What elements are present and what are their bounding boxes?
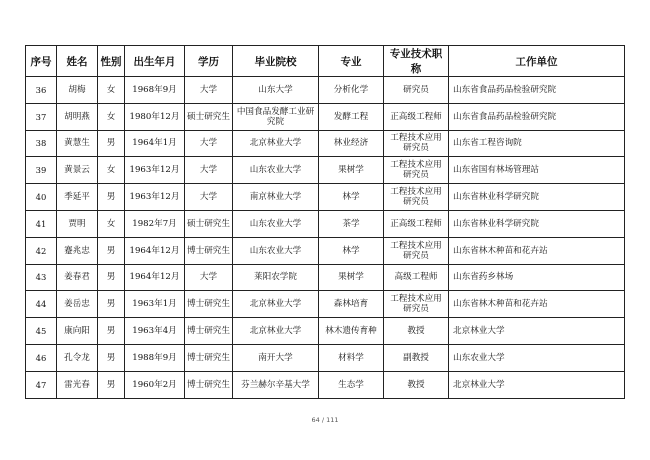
- cell-major: 生态学: [319, 371, 384, 398]
- cell-gender: 男: [98, 184, 125, 211]
- cell-education: 博士研究生: [185, 344, 233, 371]
- cell-work-unit: 山东省食品药品检验研究院: [449, 103, 625, 130]
- cell-technical-title: 正高级工程师: [384, 103, 449, 130]
- cell-seq-no: 36: [26, 77, 57, 104]
- cell-seq-no: 42: [26, 237, 57, 264]
- cell-gender: 男: [98, 344, 125, 371]
- personnel-table: [25, 45, 625, 399]
- cell-birth-date: 1963年12月: [125, 184, 185, 211]
- column-header-birth-date: 出生年月: [125, 46, 185, 77]
- cell-major: 茶学: [319, 210, 384, 237]
- cell-work-unit: 山东省食品药品检验研究院: [449, 77, 625, 104]
- cell-education: 硕士研究生: [185, 103, 233, 130]
- table-row: [26, 291, 625, 318]
- header-row: [26, 46, 625, 77]
- cell-work-unit: 北京林业大学: [449, 318, 625, 345]
- cell-birth-date: 1964年1月: [125, 130, 185, 157]
- cell-major: 林木遗传育种: [319, 318, 384, 345]
- cell-birth-date: 1963年12月: [125, 157, 185, 184]
- cell-birth-date: 1963年4月: [125, 318, 185, 345]
- cell-technical-title: 副教授: [384, 344, 449, 371]
- cell-name: 姜春君: [57, 264, 98, 291]
- cell-graduate-school: 山东农业大学: [233, 237, 319, 264]
- cell-seq-no: 44: [26, 291, 57, 318]
- cell-education: 大学: [185, 184, 233, 211]
- cell-gender: 男: [98, 318, 125, 345]
- cell-education: 博士研究生: [185, 318, 233, 345]
- cell-gender: 女: [98, 210, 125, 237]
- cell-major: 森林培育: [319, 291, 384, 318]
- cell-education: 硕士研究生: [185, 210, 233, 237]
- cell-major: 材料学: [319, 344, 384, 371]
- cell-graduate-school: 北京林业大学: [233, 291, 319, 318]
- cell-technical-title: 工程技术应用研究员: [384, 291, 449, 318]
- cell-technical-title: 工程技术应用研究员: [384, 237, 449, 264]
- cell-work-unit: 山东省国有林场管理站: [449, 157, 625, 184]
- cell-graduate-school: 山东农业大学: [233, 157, 319, 184]
- cell-technical-title: 教授: [384, 371, 449, 398]
- cell-gender: 男: [98, 130, 125, 157]
- cell-graduate-school: 北京林业大学: [233, 318, 319, 345]
- table-row: [26, 264, 625, 291]
- cell-name: 姜岳忠: [57, 291, 98, 318]
- cell-graduate-school: 南京林业大学: [233, 184, 319, 211]
- column-header-graduate-school: 毕业院校: [233, 46, 319, 77]
- cell-seq-no: 45: [26, 318, 57, 345]
- cell-birth-date: 1980年12月: [125, 103, 185, 130]
- cell-name: 胡梅: [57, 77, 98, 104]
- cell-major: 林学: [319, 184, 384, 211]
- cell-seq-no: 38: [26, 130, 57, 157]
- cell-seq-no: 39: [26, 157, 57, 184]
- table-row: [26, 130, 625, 157]
- table-row: [26, 318, 625, 345]
- table-row: [26, 184, 625, 211]
- column-header-gender: 性别: [98, 46, 125, 77]
- cell-seq-no: 46: [26, 344, 57, 371]
- cell-technical-title: 教授: [384, 318, 449, 345]
- cell-birth-date: 1964年12月: [125, 237, 185, 264]
- cell-gender: 男: [98, 291, 125, 318]
- table-row: [26, 237, 625, 264]
- cell-seq-no: 40: [26, 184, 57, 211]
- cell-graduate-school: 南开大学: [233, 344, 319, 371]
- cell-name: 康向阳: [57, 318, 98, 345]
- cell-birth-date: 1960年2月: [125, 371, 185, 398]
- column-header-work-unit: 工作单位: [449, 46, 625, 77]
- cell-name: 黄慧生: [57, 130, 98, 157]
- cell-major: 林业经济: [319, 130, 384, 157]
- cell-name: 胡明燕: [57, 103, 98, 130]
- table-row: [26, 344, 625, 371]
- cell-seq-no: 37: [26, 103, 57, 130]
- column-header-seq-no: 序号: [26, 46, 57, 77]
- cell-major: 林学: [319, 237, 384, 264]
- cell-education: 博士研究生: [185, 291, 233, 318]
- cell-name: 蹇兆忠: [57, 237, 98, 264]
- cell-major: 果树学: [319, 264, 384, 291]
- cell-work-unit: 山东省工程咨询院: [449, 130, 625, 157]
- cell-gender: 女: [98, 157, 125, 184]
- column-header-major: 专业: [319, 46, 384, 77]
- cell-graduate-school: 莱阳农学院: [233, 264, 319, 291]
- cell-birth-date: 1963年1月: [125, 291, 185, 318]
- table-body: [26, 77, 625, 399]
- cell-name: 雷光春: [57, 371, 98, 398]
- cell-education: 博士研究生: [185, 371, 233, 398]
- column-header-education: 学历: [185, 46, 233, 77]
- cell-graduate-school: 中国食品发酵工业研究院: [233, 103, 319, 130]
- cell-technical-title: 工程技术应用研究员: [384, 157, 449, 184]
- table-row: [26, 103, 625, 130]
- cell-seq-no: 43: [26, 264, 57, 291]
- cell-graduate-school: 北京林业大学: [233, 130, 319, 157]
- cell-gender: 女: [98, 103, 125, 130]
- cell-work-unit: 北京林业大学: [449, 371, 625, 398]
- column-header-technical-title: 专业技术职称: [384, 46, 449, 77]
- cell-education: 大学: [185, 264, 233, 291]
- cell-education: 大学: [185, 157, 233, 184]
- cell-technical-title: 高级工程师: [384, 264, 449, 291]
- table-row: [26, 371, 625, 398]
- cell-graduate-school: 山东农业大学: [233, 210, 319, 237]
- cell-technical-title: 研究员: [384, 77, 449, 104]
- cell-seq-no: 47: [26, 371, 57, 398]
- cell-work-unit: 山东省林业科学研究院: [449, 210, 625, 237]
- cell-education: 博士研究生: [185, 237, 233, 264]
- cell-work-unit: 山东省林木种苗和花卉站: [449, 291, 625, 318]
- table-row: [26, 157, 625, 184]
- cell-name: 孔令龙: [57, 344, 98, 371]
- cell-education: 大学: [185, 77, 233, 104]
- cell-work-unit: 山东省林木种苗和花卉站: [449, 237, 625, 264]
- column-header-name: 姓名: [57, 46, 98, 77]
- cell-technical-title: 工程技术应用研究员: [384, 130, 449, 157]
- cell-birth-date: 1964年12月: [125, 264, 185, 291]
- page-number: 64 / 111: [311, 416, 339, 424]
- cell-name: 季延平: [57, 184, 98, 211]
- cell-work-unit: 山东省药乡林场: [449, 264, 625, 291]
- cell-gender: 男: [98, 264, 125, 291]
- table-row: [26, 210, 625, 237]
- cell-education: 大学: [185, 130, 233, 157]
- cell-major: 发酵工程: [319, 103, 384, 130]
- cell-birth-date: 1968年9月: [125, 77, 185, 104]
- cell-seq-no: 41: [26, 210, 57, 237]
- cell-name: 黄景云: [57, 157, 98, 184]
- cell-work-unit: 山东农业大学: [449, 344, 625, 371]
- cell-graduate-school: 山东大学: [233, 77, 319, 104]
- cell-gender: 男: [98, 237, 125, 264]
- cell-graduate-school: 芬兰赫尔辛基大学: [233, 371, 319, 398]
- cell-major: 果树学: [319, 157, 384, 184]
- cell-birth-date: 1988年9月: [125, 344, 185, 371]
- cell-technical-title: 工程技术应用研究员: [384, 184, 449, 211]
- cell-gender: 男: [98, 371, 125, 398]
- cell-work-unit: 山东省林业科学研究院: [449, 184, 625, 211]
- cell-gender: 女: [98, 77, 125, 104]
- cell-birth-date: 1982年7月: [125, 210, 185, 237]
- cell-technical-title: 正高级工程师: [384, 210, 449, 237]
- cell-name: 贾明: [57, 210, 98, 237]
- table-row: [26, 77, 625, 104]
- cell-major: 分析化学: [319, 77, 384, 104]
